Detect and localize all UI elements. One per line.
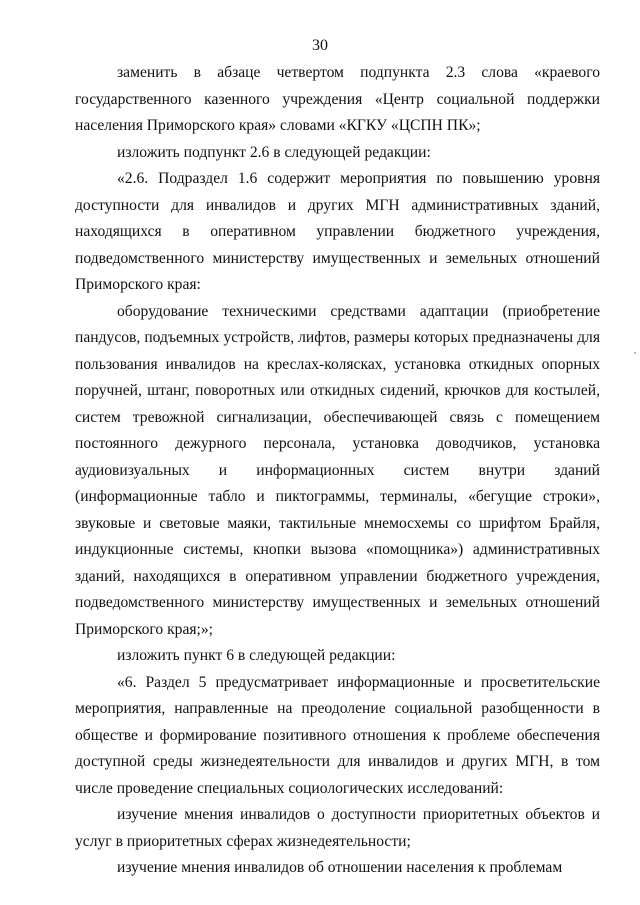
paragraph-subsection-1-6: «2.6. Подраздел 1.6 содержит мероприятия по повышению уровня доступности для инвалидов и других МГН административных зданий, находящихся в оперативном управлении бюджетного учреждения, подведомственного министерству имущественных и земельных отношений Приморского края:	[75, 170, 600, 293]
margin-mark	[634, 352, 636, 354]
paragraph-replace-words: заменить в абзаце четвертом подпункта 2.3 слова «краевого государственного казенного учреждения «Центр социальной поддержки населения Приморского края» словами «КГКУ «ЦСПН ПК»;	[75, 64, 600, 134]
paragraph-section-5: «6. Раздел 5 предусматривает информационные и просветительские мероприятия, направленные на преодоление социальной разобщенности в обществе и формирование позитивного отношения к проблеме обеспечения доступной среды жизнедеятельности для инвалидов и других МГН, в том числе проведение специальных социологических исследований:	[75, 673, 600, 797]
paragraph-equipment-adaptation: оборудование техническими средствами адаптации (приобретение пандусов, подъемных устройств, лифтов, размеры которых предназначены для пользования инвалидов на креслах-колясках, установка откидных опорных поручней, штанг, поворотных или откидных сидений, крючков для костылей, систем тревожной сигнализации, обеспечивающей связь с помещением постоянного дежурного персонала, установка доводчиков, установка аудиовизуальных и информационных систем внутри зданий (информационные табло и пиктограммы, терминалы, «бегущие строки», звуковые и световые маяки, тактильные мнемосхемы со шрифтом Брайля, индукционные системы, кнопки вызова «помощника») административных зданий, находящихся в оперативном управлении бюджетного учреждения, подведомственного министерству имущественных и земельных отношений Приморского края;»;	[75, 302, 600, 638]
paragraph-study-attitudes: изучение мнения инвалидов об отношении населения к проблемам	[117, 859, 563, 876]
paragraph-study-accessibility: изучение мнения инвалидов о доступности приоритетных объектов и услуг в приоритетных сферах жизнедеятельности;	[75, 806, 600, 850]
paragraph-amend-item-6: изложить пункт 6 в следующей редакции:	[117, 647, 396, 664]
paragraph-amend-subitem-2-6: изложить подпункт 2.6 в следующей редакции:	[117, 143, 431, 161]
document-body	[75, 60, 600, 882]
page-number: 30	[312, 37, 328, 54]
